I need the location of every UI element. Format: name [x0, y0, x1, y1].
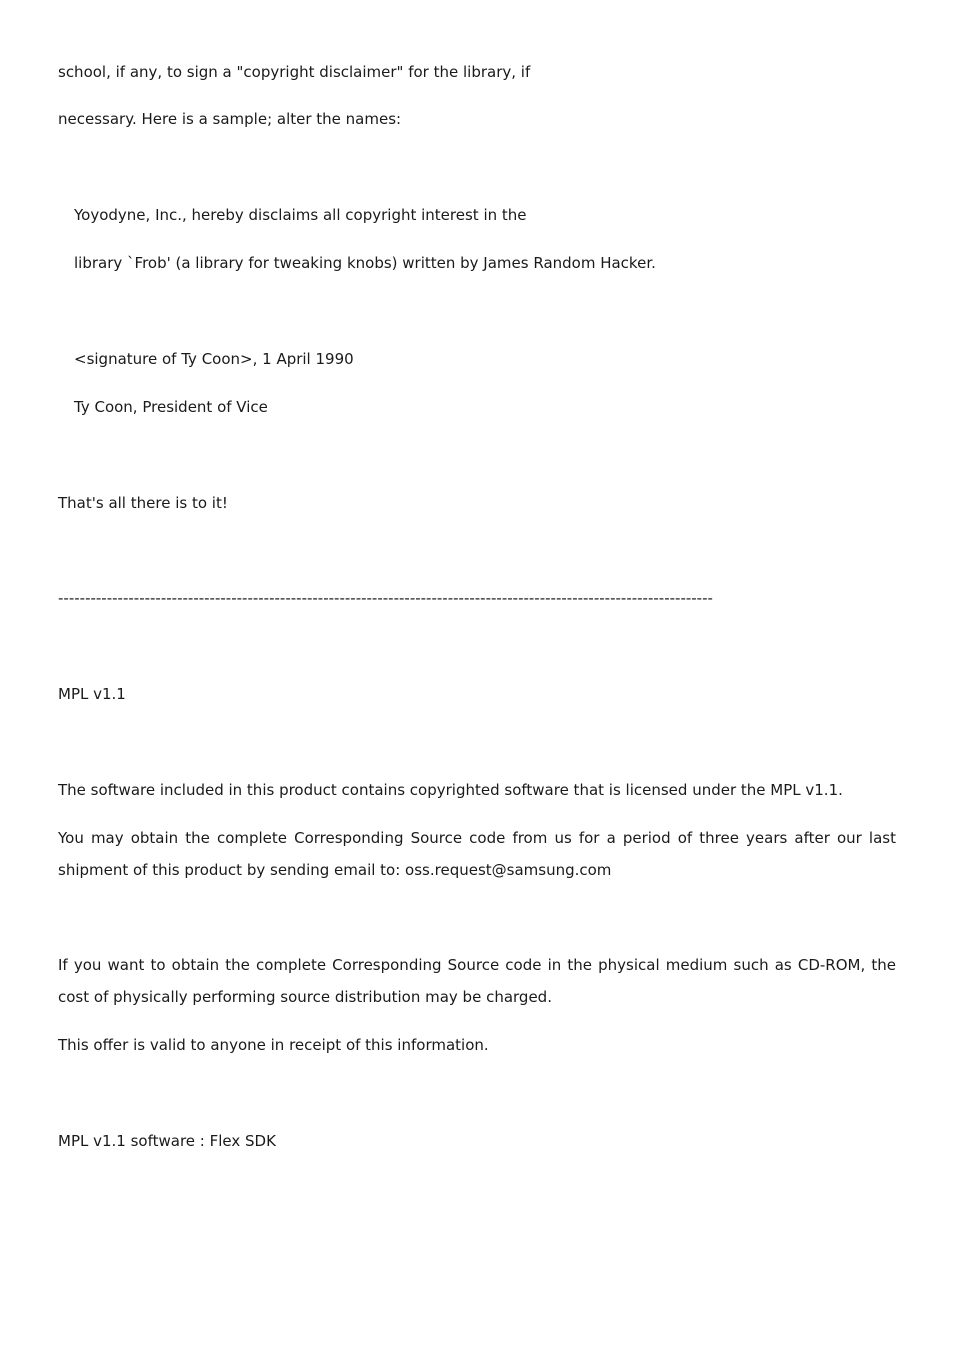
software-list-line: MPL v1.1 software : Flex SDK: [58, 1132, 276, 1150]
paragraph-line: You may obtain the complete Corresponding Source code from us for a period of three years after our last: [58, 829, 896, 847]
sample-signature-line: <signature of Ty Coon>, 1 April 1990: [74, 350, 354, 368]
section-heading: MPL v1.1: [58, 685, 126, 703]
text-line: That's all there is to it!: [58, 494, 228, 512]
sample-signature-line: Ty Coon, President of Vice: [74, 398, 268, 416]
paragraph-line: shipment of this product by sending email to: oss.request@samsung.com: [58, 861, 612, 879]
paragraph-line: This offer is valid to anyone in receipt of this information.: [58, 1036, 489, 1054]
paragraph-line: The software included in this product contains copyrighted software that is licensed under the MPL v1.1.: [58, 781, 843, 799]
sample-disclaimer-line: library `Frob' (a library for tweaking knobs) written by James Random Hacker.: [74, 254, 656, 272]
text-line: necessary. Here is a sample; alter the names:: [58, 110, 402, 128]
paragraph-line: cost of physically performing source distribution may be charged.: [58, 988, 552, 1006]
paragraph-line: If you want to obtain the complete Corresponding Source code in the physical medium such as CD-ROM, the: [58, 956, 896, 974]
sample-disclaimer-line: Yoyodyne, Inc., hereby disclaims all copyright interest in the: [74, 206, 527, 224]
separator-line: -------------------------------------------------------------------------------------------------------------------------: [58, 589, 713, 607]
text-line: school, if any, to sign a "copyright disclaimer" for the library, if: [58, 63, 531, 81]
